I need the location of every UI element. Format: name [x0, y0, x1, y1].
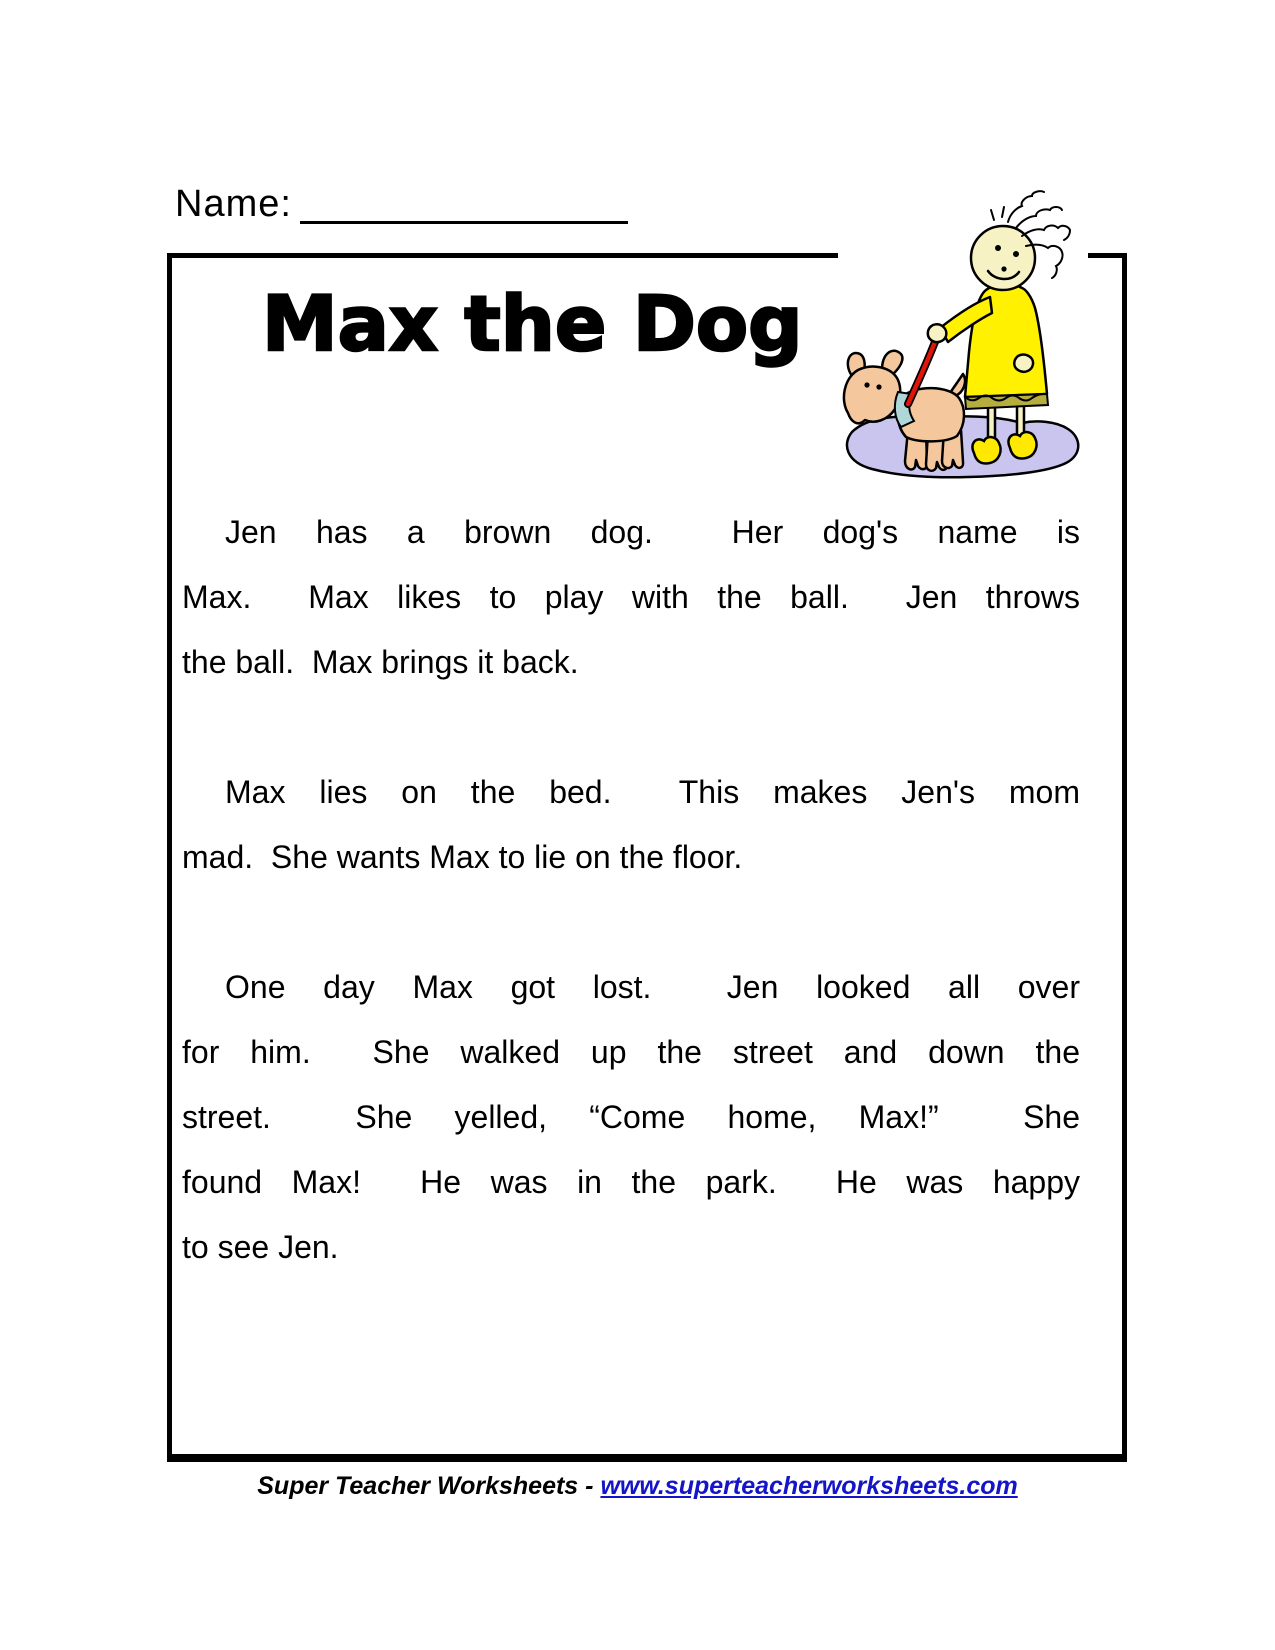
name-blank-line[interactable]: [300, 221, 628, 224]
story-line: for him. She walked up the street and down the: [182, 1033, 1080, 1070]
footer: [0, 1472, 1275, 1501]
name-row: [175, 183, 628, 226]
worksheet-title: Max the Dog: [262, 279, 803, 368]
name-label: Name:: [175, 183, 292, 225]
story-line: found Max! He was in the park. He was happy: [182, 1163, 1080, 1200]
story-line: Jen has a brown dog. Her dog's name is: [225, 513, 1080, 550]
footer-link[interactable]: www.superteacherworksheets.com: [600, 1472, 1018, 1500]
story-paragraph-3: [182, 955, 1080, 1280]
story-text: [172, 500, 1122, 1280]
girl-walking-dog-svg: [838, 170, 1088, 482]
girl-walking-dog-illustration: [838, 170, 1088, 482]
story-line: One day Max got lost. Jen looked all over: [225, 968, 1080, 1005]
story-line: to see Jen.: [182, 1228, 339, 1265]
story-line: Max. Max likes to play with the ball. Jen throws: [182, 578, 1080, 615]
story-paragraph-2: [182, 760, 1080, 890]
story-line: the ball. Max brings it back.: [182, 643, 579, 680]
footer-brand-text: Super Teacher Worksheets -: [257, 1472, 601, 1500]
story-line: street. She yelled, “Come home, Max!” She: [182, 1098, 1080, 1135]
story-line: mad. She wants Max to lie on the floor.: [182, 838, 743, 875]
story-line: Max lies on the bed. This makes Jen's mom: [225, 773, 1080, 810]
story-paragraph-1: [182, 500, 1080, 695]
